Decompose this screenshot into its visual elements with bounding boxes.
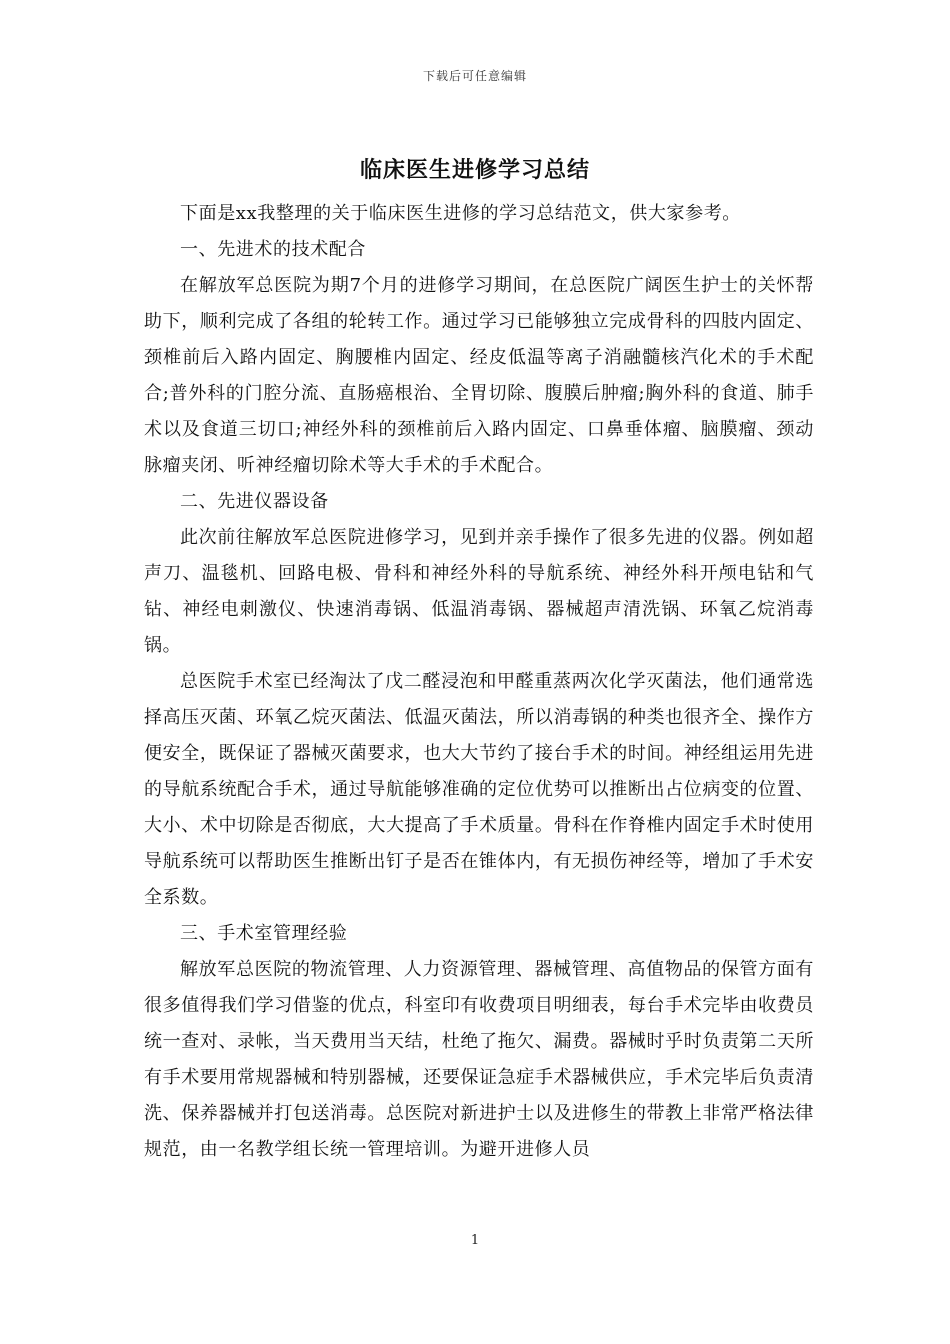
document-title: 临床医生进修学习总结	[359, 157, 590, 183]
document-body	[144, 196, 814, 1168]
body-paragraph: 此次前往解放军总医院进修学习，见到并亲手操作了很多先进的仪器。例如超声刀、温毯机、回路电极、骨科和神经外科的导航系统、神经外科开颅电钻和气钻、神经电刺激仪、快速消毒锅、低温消毒锅、器械超声清洗锅、环氧乙烷消毒锅。	[144, 527, 814, 656]
header-note: 下载后可任意编辑	[422, 69, 527, 83]
page-number: 1	[470, 1233, 480, 1248]
section-heading-3: 三、手术室管理经验	[180, 923, 348, 944]
section-heading-1: 一、先进术的技术配合	[180, 239, 366, 260]
body-paragraph: 解放军总医院的物流管理、人力资源管理、器械管理、高值物品的保管方面有很多值得我们学习借鉴的优点，科室印有收费项目明细表，每台手术完毕由收费员统一查对、录帐，当天费用当天结，杜绝了拖欠、漏费。器械时乎时负责第二天所有手术要用常规器械和特别器械，还要保证急症手术器械供应，手术完毕后负责清洗、保养器械并打包送消毒。总医院对新进护士以及进修生的带教上非常严格法律规范，由一名教学组长统一管理培训。为避开进修人员	[144, 959, 814, 1160]
section-heading-2: 二、先进仪器设备	[180, 491, 329, 512]
intro-paragraph: 下面是xx我整理的关于临床医生进修的学习总结范文，供大家参考。	[180, 203, 741, 224]
body-paragraph: 在解放军总医院为期7个月的进修学习期间，在总医院广阔医生护士的关怀帮助下，顺利完成了各组的轮转工作。通过学习已能够独立完成骨科的四肢内固定、颈椎前后入路内固定、胸腰椎内固定、经皮低温等离子消融髓核汽化术的手术配合;普外科的门腔分流、直肠癌根治、全胃切除、腹膜后肿瘤;胸外科的食道、肺手术以及食道三切口;神经外科的颈椎前后入路内固定、口鼻垂体瘤、脑膜瘤、颈动脉瘤夹闭、听神经瘤切除术等大手术的手术配合。	[144, 275, 814, 476]
body-paragraph: 总医院手术室已经淘汰了戊二醛浸泡和甲醛重蒸两次化学灭菌法，他们通常选择高压灭菌、环氧乙烷灭菌法、低温灭菌法，所以消毒锅的种类也很齐全、操作方便安全，既保证了器械灭菌要求，也大大节约了接台手术的时间。神经组运用先进的导航系统配合手术，通过导航能够准确的定位优势可以推断出占位病变的位置、大小、术中切除是否彻底，大大提高了手术质量。骨科在作脊椎内固定手术时使用导航系统可以帮助医生推断出钉子是否在锥体内，有无损伤神经等，增加了手术安全系数。	[144, 671, 814, 908]
